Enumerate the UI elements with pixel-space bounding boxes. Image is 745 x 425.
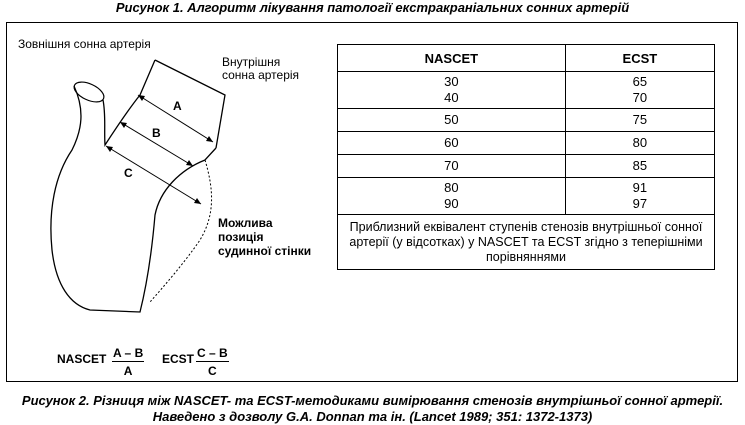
header-ecst: ECST: [565, 45, 714, 72]
cell-value: 97: [632, 196, 648, 211]
vessel-wall-dotted: [150, 160, 212, 302]
ecst-fraction: [196, 346, 229, 378]
nascet-cell: [338, 72, 566, 109]
artery-outline-top: [103, 60, 155, 145]
figure-2-caption-line1: Рисунок 2. Різниця між NASCET- та ECST-методиками вимірювання стенозів внутрішньої сонної артерії.: [21, 393, 724, 408]
nascet-denominator: A: [123, 364, 133, 378]
nascet-formula-label: NASCET: [57, 352, 107, 366]
table-note-row: [338, 215, 715, 270]
nascet-cell: 60: [338, 132, 566, 155]
nascet-cell: 70: [338, 155, 566, 178]
ecst-cell: [565, 72, 714, 109]
nascet-numerator: A – B: [113, 346, 144, 360]
table-row: [338, 72, 715, 109]
ecst-denominator: C: [208, 364, 217, 378]
cell-value: 91: [632, 180, 648, 195]
marker-b: B: [152, 126, 161, 140]
internal-carotid-label-line1: Внутрішня: [222, 55, 281, 69]
figure-1-caption: Рисунок 1. Алгоритм лікування патології екстракраніальних сонних артерій: [115, 0, 630, 15]
table-row: [338, 155, 715, 178]
cell-value: 40: [444, 90, 459, 105]
wall-label-line1: Можлива: [218, 216, 273, 230]
ecst-cell: 80: [565, 132, 714, 155]
marker-c: C: [124, 166, 133, 180]
nascet-cell: [338, 178, 566, 215]
measure-line-c: [106, 146, 201, 204]
internal-artery-opening: [155, 60, 225, 148]
cell-value: 30: [444, 74, 459, 89]
cell-value: 65: [632, 74, 648, 89]
equivalence-table: [337, 44, 715, 270]
cell-value: 80: [444, 180, 459, 195]
figure-2-caption: [0, 393, 745, 425]
wall-label-line3: судинної стінки: [218, 244, 312, 258]
ecst-cell: [565, 178, 714, 215]
table-row: [338, 109, 715, 132]
figure-2-caption-line2: Наведено з дозволу G.A. Donnan та ін. (Lancet 1989; 351: 1372-1373): [152, 409, 593, 424]
ecst-cell: 85: [565, 155, 714, 178]
external-carotid-label: Зовнішня сонна артерія: [18, 37, 151, 51]
ecst-cell: 75: [565, 109, 714, 132]
table-row: [338, 132, 715, 155]
ecst-formula-label: ECST: [162, 352, 195, 366]
table-header-row: [338, 45, 715, 72]
table-row: [338, 178, 715, 215]
nascet-cell: 50: [338, 109, 566, 132]
nascet-fraction: [112, 346, 144, 378]
wall-label-line2: позиція: [218, 230, 264, 244]
table-note: Приблизний еквівалент ступенів стенозів внутрішньої сонної артерії (у відсотках) у NASCET та ECST згідно з теперішніми порівняннями: [338, 215, 715, 270]
header-nascet: NASCET: [338, 45, 566, 72]
cell-value: 90: [444, 196, 459, 211]
marker-a: A: [173, 99, 182, 113]
artery-outline: [51, 86, 216, 312]
ecst-numerator: C – B: [197, 346, 228, 360]
internal-carotid-label-line2: сонна артерія: [222, 68, 300, 82]
cell-value: 70: [632, 90, 648, 105]
